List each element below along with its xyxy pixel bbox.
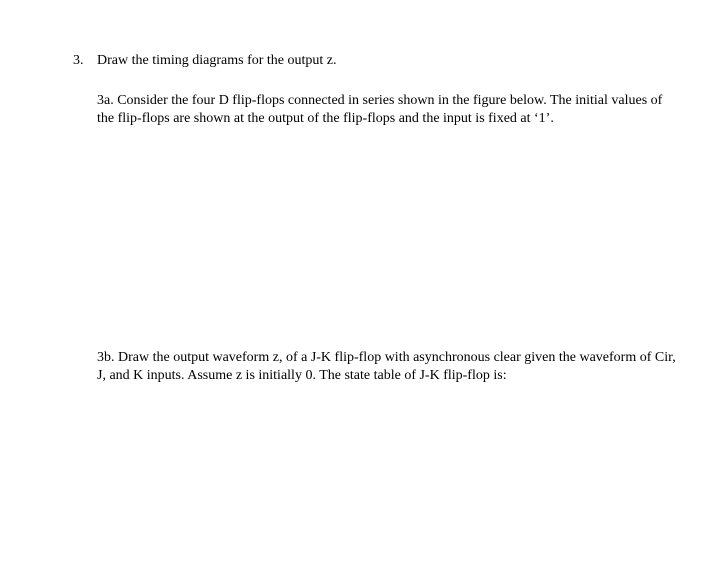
question-heading: [73, 52, 337, 70]
part-a-paragraph: 3a. Consider the four D flip-flops connected in series shown in the figure below. The initial values of the flip-flops are shown at the output of the flip-flops and the input is fixed at ‘1’.: [97, 93, 663, 126]
part-b-paragraph: 3b. Draw the output waveform z, of a J-K flip-flop with asynchronous clear given the waveform of Cir, J, and K inputs. Assume z is initially 0. The state table of J-K flip-flop is:: [97, 350, 676, 383]
question-prompt: Draw the timing diagrams for the output z.: [97, 53, 337, 68]
question-number: 3.: [73, 53, 84, 68]
